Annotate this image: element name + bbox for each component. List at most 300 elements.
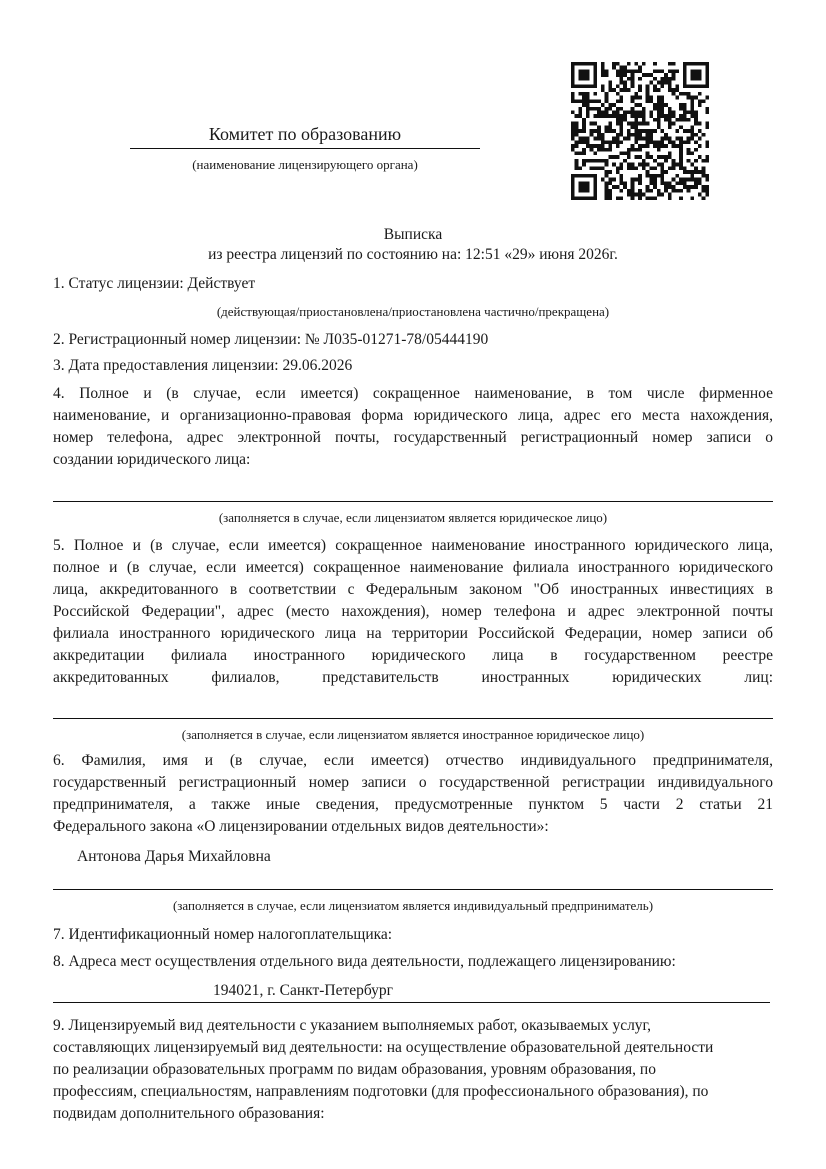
qr-module	[646, 163, 650, 167]
item-9-line: профессиям, специальностям, направлениям подготовки (для профессионального образования), по	[53, 1083, 709, 1100]
qr-module	[646, 129, 650, 133]
qr-module	[698, 122, 702, 126]
qr-module	[631, 163, 635, 167]
qr-module	[582, 129, 586, 133]
qr-module	[619, 196, 623, 200]
qr-module	[698, 69, 702, 73]
qr-module	[698, 144, 702, 148]
qr-module	[657, 110, 661, 114]
qr-module	[664, 170, 668, 174]
qr-module	[649, 73, 653, 77]
qr-module	[582, 152, 586, 156]
qr-module	[619, 118, 623, 122]
qr-module	[675, 129, 679, 133]
qr-module	[586, 62, 590, 66]
qr-module	[653, 196, 657, 200]
qr-module	[575, 152, 579, 156]
qr-module	[690, 114, 694, 118]
qr-module	[668, 84, 672, 88]
qr-module	[690, 129, 694, 133]
qr-module	[649, 81, 653, 85]
qr-module	[646, 174, 650, 178]
qr-module	[657, 193, 661, 197]
qr-module	[642, 122, 646, 126]
qr-module	[687, 129, 691, 133]
qr-module	[631, 193, 635, 197]
qr-module	[646, 99, 650, 103]
item-5-paragraph	[53, 535, 773, 689]
qr-module	[679, 140, 683, 144]
qr-module	[631, 144, 635, 148]
qr-module	[668, 125, 672, 129]
qr-module	[672, 163, 676, 167]
qr-module	[571, 69, 575, 73]
qr-module	[672, 166, 676, 170]
qr-module	[664, 133, 668, 137]
qr-module	[619, 133, 623, 137]
qr-module	[634, 110, 638, 114]
qr-module	[605, 196, 609, 200]
qr-module	[586, 73, 590, 77]
qr-module	[619, 181, 623, 185]
qr-module	[698, 73, 702, 77]
qr-module	[578, 152, 582, 156]
qr-module	[623, 73, 627, 77]
qr-module	[619, 152, 623, 156]
qr-module	[593, 174, 597, 178]
qr-module	[683, 81, 687, 85]
qr-module	[571, 189, 575, 193]
qr-module	[668, 118, 672, 122]
qr-module	[631, 122, 635, 126]
qr-module	[619, 163, 623, 167]
qr-module	[638, 181, 642, 185]
qr-module	[705, 174, 709, 178]
qr-module	[675, 181, 679, 185]
qr-module	[571, 129, 575, 133]
qr-module	[590, 129, 594, 133]
item-6-line: 6. Фамилия, имя и (в случае, если имеется) отчество индивидуального предпринимателя,	[53, 752, 773, 769]
qr-module	[642, 144, 646, 148]
qr-module	[619, 73, 623, 77]
item-8-addresses: 8. Адреса мест осуществления отдельного вида деятельности, подлежащего лицензированию:	[53, 953, 676, 970]
qr-module	[608, 155, 612, 159]
qr-module	[690, 77, 694, 81]
qr-module	[601, 73, 605, 77]
qr-module	[646, 137, 650, 141]
qr-module	[590, 148, 594, 152]
qr-module	[679, 159, 683, 163]
item-6-caption: (заполняется в случае, если лицензиатом является индивидуальный предприниматель)	[172, 898, 654, 913]
qr-module	[646, 140, 650, 144]
item-9-paragraph	[53, 1015, 773, 1125]
qr-module	[623, 66, 627, 70]
qr-module	[571, 193, 575, 197]
qr-module	[582, 122, 586, 126]
qr-module	[705, 84, 709, 88]
qr-module	[586, 103, 590, 107]
qr-module	[690, 185, 694, 189]
qr-module	[672, 69, 676, 73]
qr-module	[687, 189, 691, 193]
qr-module	[597, 99, 601, 103]
qr-module	[578, 84, 582, 88]
qr-module	[575, 129, 579, 133]
qr-module	[668, 193, 672, 197]
qr-module	[605, 148, 609, 152]
qr-module	[601, 166, 605, 170]
qr-module	[601, 148, 605, 152]
qr-module	[634, 178, 638, 182]
qr-module	[675, 118, 679, 122]
qr-module	[627, 88, 631, 92]
qr-module	[593, 137, 597, 141]
qr-module	[612, 185, 616, 189]
qr-module	[638, 178, 642, 182]
qr-module	[661, 107, 665, 111]
qr-module	[608, 114, 612, 118]
qr-module	[616, 107, 620, 111]
qr-module	[575, 163, 579, 167]
authority-name: Комитет по образованию	[208, 124, 402, 144]
qr-module	[638, 69, 642, 73]
qr-module	[683, 66, 687, 70]
qr-module	[653, 140, 657, 144]
item-4-line: номер телефона, адрес электронной почты, государственный регистрационный номер записи о	[53, 429, 773, 446]
qr-module	[653, 62, 657, 66]
qr-module	[646, 170, 650, 174]
qr-module	[668, 196, 672, 200]
status-caption: (действующая/приостановлена/приостановлена частично/прекращена)	[216, 304, 610, 319]
qr-module	[605, 92, 609, 96]
qr-module	[578, 114, 582, 118]
qr-module	[605, 159, 609, 163]
qr-module	[638, 137, 642, 141]
qr-module	[616, 170, 620, 174]
qr-module	[638, 133, 642, 137]
qr-module	[698, 84, 702, 88]
qr-module	[687, 84, 691, 88]
qr-module	[649, 140, 653, 144]
qr-module	[627, 148, 631, 152]
qr-module	[634, 103, 638, 107]
qr-module	[582, 140, 586, 144]
qr-module	[661, 137, 665, 141]
qr-module	[690, 110, 694, 114]
qr-module	[597, 125, 601, 129]
qr-module	[702, 185, 706, 189]
qr-module	[575, 140, 579, 144]
qr-module	[661, 96, 665, 100]
qr-module	[608, 125, 612, 129]
qr-module	[698, 99, 702, 103]
qr-module	[690, 69, 694, 73]
qr-module	[694, 185, 698, 189]
authority-caption: (наименование лицензирующего органа)	[192, 157, 418, 172]
qr-module	[612, 88, 616, 92]
qr-module	[702, 133, 706, 137]
qr-module	[571, 96, 575, 100]
qr-module	[672, 159, 676, 163]
qr-module	[593, 159, 597, 163]
qr-module	[605, 170, 609, 174]
qr-module	[672, 178, 676, 182]
qr-module	[597, 159, 601, 163]
qr-module	[675, 137, 679, 141]
qr-module	[578, 69, 582, 73]
item-8-fill-line	[53, 1002, 770, 1003]
qr-module	[590, 174, 594, 178]
qr-module	[642, 62, 646, 66]
qr-module	[601, 88, 605, 92]
qr-module	[631, 110, 635, 114]
qr-module	[612, 155, 616, 159]
qr-module	[634, 62, 638, 66]
qr-module	[627, 110, 631, 114]
qr-module	[601, 159, 605, 163]
qr-module	[586, 84, 590, 88]
qr-module	[601, 66, 605, 70]
qr-module	[642, 110, 646, 114]
qr-module	[590, 107, 594, 111]
qr-module	[593, 152, 597, 156]
qr-module	[616, 69, 620, 73]
qr-module	[582, 159, 586, 163]
qr-module	[687, 140, 691, 144]
qr-module	[608, 170, 612, 174]
qr-module	[690, 103, 694, 107]
qr-module	[616, 122, 620, 126]
qr-module	[694, 140, 698, 144]
qr-module	[642, 159, 646, 163]
qr-module	[623, 152, 627, 156]
qr-module	[631, 148, 635, 152]
qr-module	[582, 73, 586, 77]
qr-module	[698, 92, 702, 96]
qr-module	[597, 144, 601, 148]
qr-module	[683, 178, 687, 182]
item-5-fill-line	[53, 718, 773, 719]
qr-module	[593, 81, 597, 85]
item-4-caption: (заполняется в случае, если лицензиатом является юридическое лицо)	[218, 510, 608, 525]
qr-module	[601, 103, 605, 107]
qr-module	[571, 133, 575, 137]
qr-module	[672, 110, 676, 114]
qr-module	[586, 144, 590, 148]
qr-module	[705, 81, 709, 85]
qr-module	[668, 181, 672, 185]
qr-module	[575, 159, 579, 163]
qr-module	[578, 92, 582, 96]
qr-module	[593, 62, 597, 66]
qr-module	[597, 129, 601, 133]
qr-module	[631, 84, 635, 88]
qr-module	[702, 159, 706, 163]
item-6-line: Федерального закона «О лицензировании отдельных видов деятельности»:	[53, 818, 549, 835]
qr-module	[661, 103, 665, 107]
qr-module	[694, 77, 698, 81]
qr-module	[687, 62, 691, 66]
qr-module	[683, 92, 687, 96]
qr-module	[612, 110, 616, 114]
qr-module	[608, 193, 612, 197]
qr-module	[657, 88, 661, 92]
qr-module	[705, 189, 709, 193]
qr-module	[702, 166, 706, 170]
qr-module	[631, 77, 635, 81]
qr-module	[582, 163, 586, 167]
qr-module	[661, 163, 665, 167]
qr-module	[675, 189, 679, 193]
item-5-line: аккредитации филиала иностранного юридического лица в государственном реестре	[53, 647, 773, 664]
qr-module	[649, 166, 653, 170]
qr-module	[582, 96, 586, 100]
qr-module	[653, 103, 657, 107]
qr-module	[702, 170, 706, 174]
qr-module	[672, 73, 676, 77]
qr-module	[578, 137, 582, 141]
qr-module	[668, 62, 672, 66]
qr-module	[578, 99, 582, 103]
qr-module	[608, 148, 612, 152]
qr-module	[597, 110, 601, 114]
qr-module	[683, 110, 687, 114]
qr-module	[694, 166, 698, 170]
qr-module	[649, 189, 653, 193]
entrepreneur-name: Антонова Дарья Михайловна	[77, 848, 271, 865]
qr-module	[616, 114, 620, 118]
qr-module	[705, 77, 709, 81]
qr-module	[702, 189, 706, 193]
qr-module	[631, 99, 635, 103]
qr-module	[661, 129, 665, 133]
qr-module	[683, 129, 687, 133]
qr-module	[661, 155, 665, 159]
qr-module	[601, 84, 605, 88]
qr-module	[690, 163, 694, 167]
qr-module	[597, 137, 601, 141]
qr-module	[616, 62, 620, 66]
qr-module	[694, 122, 698, 126]
qr-module	[638, 163, 642, 167]
qr-module	[642, 193, 646, 197]
qr-module	[661, 193, 665, 197]
qr-module	[698, 181, 702, 185]
qr-module	[638, 174, 642, 178]
qr-module	[578, 77, 582, 81]
qr-module	[679, 114, 683, 118]
qr-module	[578, 181, 582, 185]
qr-module	[687, 152, 691, 156]
qr-module	[649, 110, 653, 114]
item-4-line: создании юридического лица:	[53, 451, 251, 468]
qr-module	[571, 77, 575, 81]
qr-module	[605, 73, 609, 77]
qr-module	[668, 69, 672, 73]
qr-module	[631, 73, 635, 77]
qr-module	[694, 110, 698, 114]
qr-module	[593, 73, 597, 77]
qr-module	[698, 193, 702, 197]
qr-module	[608, 122, 612, 126]
qr-module	[605, 181, 609, 185]
qr-module	[627, 193, 631, 197]
item-4-line: наименование, и организационно-правовая форма юридического лица, адрес его места нахождения,	[53, 407, 773, 424]
qr-module	[590, 99, 594, 103]
qr-module	[705, 125, 709, 129]
qr-module	[698, 103, 702, 107]
qr-module	[582, 196, 586, 200]
qr-module	[657, 163, 661, 167]
qr-module	[623, 84, 627, 88]
qr-module	[705, 107, 709, 111]
qr-module	[586, 92, 590, 96]
qr-module	[683, 107, 687, 111]
qr-module	[605, 163, 609, 167]
qr-module	[634, 133, 638, 137]
qr-module	[657, 144, 661, 148]
qr-module	[698, 137, 702, 141]
qr-module	[672, 144, 676, 148]
qr-module	[605, 110, 609, 114]
qr-module	[605, 69, 609, 73]
qr-module	[698, 77, 702, 81]
qr-module	[616, 144, 620, 148]
qr-module	[586, 77, 590, 81]
qr-module	[705, 193, 709, 197]
qr-module	[590, 196, 594, 200]
qr-module	[627, 129, 631, 133]
qr-module	[593, 114, 597, 118]
qr-module	[575, 84, 579, 88]
qr-module	[582, 148, 586, 152]
qr-module	[638, 155, 642, 159]
qr-module	[664, 181, 668, 185]
qr-module	[646, 122, 650, 126]
qr-module	[668, 152, 672, 156]
qr-module	[601, 144, 605, 148]
qr-module	[631, 114, 635, 118]
qr-module	[623, 69, 627, 73]
qr-module	[664, 189, 668, 193]
qr-module	[690, 125, 694, 129]
qr-module	[642, 118, 646, 122]
document-title: Выписка	[383, 226, 443, 243]
qr-module	[578, 110, 582, 114]
qr-module	[612, 163, 616, 167]
qr-module	[578, 189, 582, 193]
qr-module	[675, 96, 679, 100]
qr-module	[601, 137, 605, 141]
qr-module	[642, 166, 646, 170]
qr-module	[634, 125, 638, 129]
qr-module	[605, 107, 609, 111]
qr-module	[675, 144, 679, 148]
qr-module	[571, 110, 575, 114]
qr-module	[619, 122, 623, 126]
qr-module	[582, 174, 586, 178]
qr-module	[653, 118, 657, 122]
qr-module	[705, 122, 709, 126]
qr-module	[638, 148, 642, 152]
qr-module	[690, 62, 694, 66]
qr-module	[649, 155, 653, 159]
qr-module	[593, 92, 597, 96]
qr-module	[597, 114, 601, 118]
qr-module	[668, 185, 672, 189]
item-5-line: Российской Федерации", адрес (место нахождения), номер телефона и адрес электронной почты	[53, 603, 773, 620]
qr-module	[608, 178, 612, 182]
